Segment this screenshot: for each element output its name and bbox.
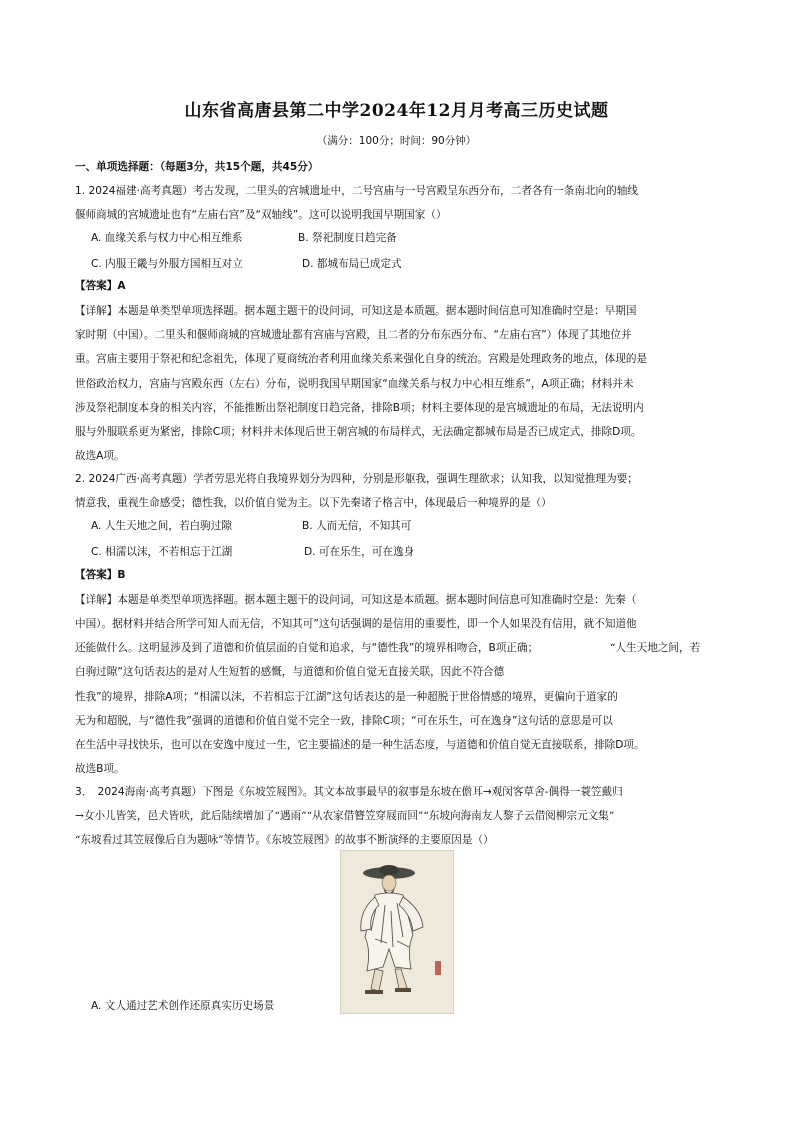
q2-explanation-line-3b: “人生天地之间，若 [610,642,701,654]
q2-explanation-line-1: 【详解】本题是单类型单项选择题。据本题主题干的设问词，可知这是本质题。据本题时间信息可知准确时空是：先秦（ [75,594,637,606]
q2-option-d: D. 可在乐生，可在逸身 [304,546,415,558]
q2-explanation-line-5: 性我”的境界，排除A项；“相濡以沫，不若相忘于江湖”这句话表达的是一种超脱于世俗情感的境界，更偏向于道家的 [75,691,618,703]
exam-meta: （满分：100分；时间：90分钟） [316,135,477,147]
q3-stem-line-3: “东坡看过其笠屐像后自为题咏”等情节。《东坡笠屐图》的故事不断演绎的主要原因是（） [75,834,494,846]
q1-explanation-line-3: 重。宫庙主要用于祭祀和纪念祖先，体现了夏商统治者利用血缘关系来强化自身的统治。宫殿是处理政务的地点，体现的是 [75,353,648,365]
q2-option-b: B. 人而无信，不知其可 [302,520,412,532]
q2-stem-line-2: 情意我，重视生命感受；德性我，以价值自觉为主。以下先秦诸子格言中，体现最后一种境界的是（） [75,497,552,509]
q1-explanation-line-6: 服与外服联系更为紧密，排除C项；材料并未体现后世王朝宫城的布局样式，无法确定都城布局是否已成定式，排除D项。 [75,426,642,438]
q2-stem-line-1: 2. 2024广西·高考真题）学者劳思光将自我境界划分为四种，分别是形躯我，强调生理欲求；认知我，以知觉推理为要； [75,473,638,485]
q1-explanation-line-1: 【详解】本题是单类型单项选择题。据本题主题干的设问词，可知这是本质题。据本题时间信息可知准确时空是：早期国 [75,305,637,317]
dongpo-painting-image [340,850,454,1014]
q1-explanation-line-5: 涉及祭祀制度本身的相关内容，不能推断出祭祀制度日趋完备，排除B项；材料主要体现的是宫城遗址的布局，无法说明内 [75,402,644,414]
q2-explanation-line-7: 在生活中寻找快乐，也可以在安逸中度过一生，它主要描述的是一种生活态度，与道德和价值自觉无直接联系，排除D项。 [75,739,645,751]
q2-answer: 【答案】B [75,569,126,581]
q2-option-c: C. 相濡以沫，不若相忘于江湖 [91,546,233,558]
q3-option-a: A. 文人通过艺术创作还原真实历史场景 [91,1000,275,1012]
q1-explanation-line-7: 故选A项。 [75,450,125,462]
q1-answer: 【答案】A [75,280,126,292]
q3-stem-line-1: 3． 2024海南·高考真题）下图是《东坡笠屐图》。其文本故事最早的叙事是东坡在儋耳→观闵客草舍-偶得一蓑笠戴归 [75,786,623,798]
q1-option-d: D. 都城布局已成定式 [302,258,402,270]
q3-stem-line-2: →女小儿皆笑，邑犬皆吠，此后陆续增加了“遇雨”“从农家借簪笠穿屐而回”“东坡向海南友人黎子云借阅柳宗元文集” [75,810,615,822]
q1-explanation-line-4: 世俗政治权力，宫庙与宫殿东西（左右）分布，说明我国早期国家“血缘关系与权力中心相互维系”，A项正确；材料并未 [75,378,634,390]
q2-explanation-line-6: 无为和超脱，与“德性我”强调的道德和价值自觉不完全一致，排除C项；“可在乐生，可在逸身”这句话的意思是可以 [75,715,613,727]
section-heading: 一、单项选择题：（每题3分，共15个题，共45分） [75,161,319,173]
q1-option-a: A. 血缘关系与权力中心相互维系 [91,232,243,244]
q2-explanation-line-3a: 还能做什么。这明显涉及到了道德和价值层面的自觉和追求，与“德性我”的境界相吻合，B项正确； [75,642,539,654]
q1-option-c: C. 内服王畿与外服方国相互对立 [91,258,243,270]
q2-explanation-line-4: 白驹过隙”这句话表达的是对人生短暂的感慨，与道德和价值自觉无直接关联，因此不符合德 [75,666,505,678]
q1-stem-line-1: 1. 2024福建·高考真题）考古发现，二里头的宫城遗址中，二号宫庙与一号宫殿呈东西分布，二者各有一条南北向的轴线 [75,185,638,197]
q1-stem-line-2: 偃师商城的宫城遗址也有“左庙右宫”及“双轴线”。这可以说明我国早期国家（） [75,209,447,221]
figure-illustration [341,851,453,1013]
q1-option-b: B. 祭祀制度日趋完备 [298,232,397,244]
q2-explanation-line-8: 故选B项。 [75,763,125,775]
page-title: 山东省高唐县第二中学2024年12月月考高三历史试题 [184,101,609,121]
q2-option-a: A. 人生天地之间，若白驹过隙 [91,520,232,532]
q1-explanation-line-2: 家时期（中国）。二里头和偃师商城的宫城遗址都有宫庙与宫殿，且二者的分布东西分布、“左庙右宫”）体现了其地位并 [75,329,632,341]
q2-explanation-line-2: 中国）。据材料并结合所学可知人而无信，不知其可”这句话强调的是信用的重要性，即一个人如果没有信用，就不知道他 [75,618,637,630]
